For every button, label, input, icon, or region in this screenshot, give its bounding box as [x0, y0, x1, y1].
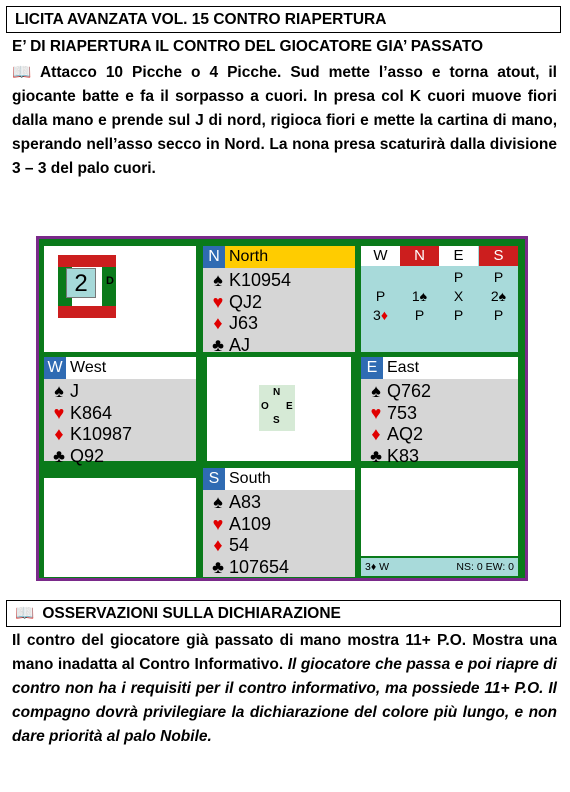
hand-west-name: West: [70, 359, 107, 376]
heart-icon: ♥: [212, 291, 224, 312]
spade-icon: ♠: [213, 492, 223, 512]
heart-icon: ♥: [53, 402, 65, 423]
board-number: 2: [66, 268, 96, 298]
seat-tag-north: N: [203, 246, 225, 268]
bid: P: [493, 307, 504, 323]
east-spades: Q762: [387, 381, 432, 401]
subtitle: E’ DI RIAPERTURA IL CONTRO DEL GIOCATORE GIA’ PASSATO: [12, 38, 484, 55]
club-icon: ♣: [212, 556, 224, 577]
bid: P: [493, 269, 504, 285]
diamond-icon: ♦: [54, 424, 64, 444]
hand-east-header: [361, 357, 518, 379]
diamond-icon: ♦: [213, 313, 223, 333]
north-clubs: AJ: [229, 334, 251, 355]
club-icon: ♣: [53, 445, 65, 466]
west-diamonds: K10987: [70, 424, 133, 444]
hand-east-cards: [365, 381, 431, 467]
east-clubs: K83: [387, 445, 420, 466]
hand-south: [203, 468, 355, 577]
hand-east: [361, 357, 518, 466]
blank-panel: [44, 478, 196, 577]
bridge-diagram: [36, 236, 528, 581]
west-clubs: Q92: [70, 445, 105, 466]
intro-text: Attacco 10 Picche o 4 Picche. Sud mette l’asso e torna atout, il giocante batte e fa il sorpasso a cuori. In presa col K cuori muove fiori dalla mano e prende sul J di nord, rigioca fiori e mette la cartina di mano, sperando nell’asso secco in Nord. La nona presa scaturirà dalla divisione 3 – 3 del palo cuori.: [12, 64, 557, 177]
club-icon: ♣: [370, 445, 382, 466]
hand-north-header: [203, 246, 355, 268]
bid: X: [453, 288, 464, 304]
contract-status: 3♦ W: [365, 561, 390, 573]
club-icon: ♣: [212, 334, 224, 355]
south-clubs: 107654: [229, 556, 290, 577]
book-icon: 📖: [12, 64, 36, 81]
book-icon: 📖: [15, 605, 35, 622]
diamond-icon: ♦: [371, 424, 381, 444]
observations-title: OSSERVAZIONI SULLA DICHIARAZIONE: [42, 605, 341, 622]
auction-panel: [361, 246, 518, 352]
hand-west: [44, 357, 196, 466]
heart-icon: ♥: [212, 513, 224, 534]
hand-north-name: North: [229, 248, 269, 265]
hand-south-name: South: [229, 470, 271, 487]
auction-header-w: W: [361, 246, 400, 266]
hand-north-cards: [207, 270, 291, 356]
east-hearts: 753: [387, 402, 418, 423]
auction-header-s: S: [479, 246, 518, 266]
bid: P: [453, 269, 464, 285]
blank-panel: [361, 468, 518, 556]
auction-header-e: E: [439, 246, 478, 266]
page-title: LICITA AVANZATA VOL. 15 CONTRO RIAPERTURA: [15, 11, 387, 28]
west-spades: J: [70, 381, 79, 401]
auction-row: [361, 288, 518, 305]
page-title-box: [6, 6, 561, 33]
compass-n: N: [273, 387, 281, 398]
bid: 2♠: [490, 288, 507, 304]
diamond-icon: ♦: [213, 535, 223, 555]
dealer-panel: [44, 246, 196, 352]
bid: P: [453, 307, 464, 323]
seat-tag-west: W: [44, 357, 66, 379]
table-center: [207, 357, 351, 461]
north-hearts: QJ2: [229, 291, 263, 312]
vulnerability-stripe-south: [58, 306, 116, 318]
observations-text-italic: Il giocatore che passa e poi riapre di contro non ha i requisiti per il contro informativo, ma possiede 11+ P.O. Il compagno dovrà privilegiare la dichiarazione del colore più lungo, e non dare priorità al palo Nobile.: [12, 656, 557, 745]
west-hearts: K864: [70, 402, 113, 423]
spade-icon: ♠: [371, 381, 381, 401]
auction-row: [361, 307, 518, 324]
north-diamonds: J63: [229, 313, 259, 333]
spade-icon: ♠: [54, 381, 64, 401]
seat-tag-south: S: [203, 468, 225, 490]
bid: 3♦: [373, 307, 388, 323]
south-diamonds: 54: [229, 535, 250, 555]
compass-e: E: [286, 401, 293, 412]
hand-east-name: East: [387, 359, 420, 376]
north-spades: K10954: [229, 270, 292, 290]
bid: P: [414, 307, 425, 323]
intro-paragraph: [12, 61, 557, 181]
bid: P: [375, 288, 386, 304]
compass-s: S: [273, 415, 280, 426]
auction-row: [361, 269, 518, 286]
status-bar: [361, 558, 518, 576]
observations-header: [6, 600, 561, 627]
score-status: NS: 0 EW: 0: [456, 561, 514, 573]
seat-tag-east: E: [361, 357, 383, 379]
dealer-label: D: [106, 275, 114, 287]
hand-south-header: [203, 468, 355, 490]
observations-paragraph: [12, 629, 557, 749]
observations-text-bold: Il contro del giocatore già passato di mano mostra 11+ P.O. Mostra una mano inadatta al Contro Informativo.: [12, 632, 557, 673]
heart-icon: ♥: [370, 402, 382, 423]
hand-west-cards: [48, 381, 132, 467]
hand-north: [203, 246, 355, 355]
vulnerability-stripe-north: [58, 255, 116, 267]
hand-south-cards: [207, 492, 289, 578]
spade-icon: ♠: [213, 270, 223, 290]
compass-icon: [259, 385, 295, 431]
hand-west-header: [44, 357, 196, 379]
south-hearts: A109: [229, 513, 272, 534]
auction-header-n: N: [400, 246, 439, 266]
bid: 1♠: [411, 288, 428, 304]
compass-o: O: [261, 401, 269, 412]
south-spades: A83: [229, 492, 262, 512]
east-diamonds: AQ2: [387, 424, 424, 444]
